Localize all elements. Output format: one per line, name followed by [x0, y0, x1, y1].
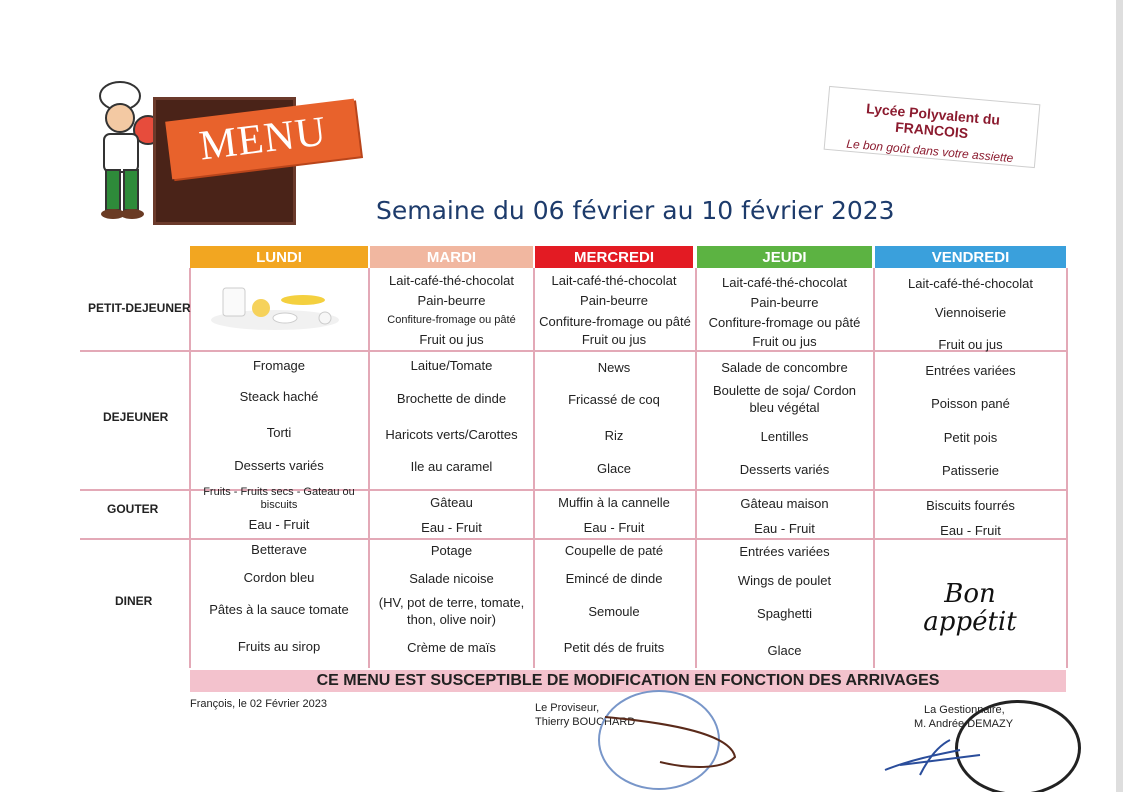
dej-lundi-4: Desserts variés — [234, 458, 324, 473]
breakfast-photo — [205, 278, 345, 333]
petit-mercredi-1: Lait-café-thé-chocolat — [551, 273, 677, 288]
petit-mardi-2: Pain-beurre — [417, 293, 486, 308]
dej-mercredi-1: News — [597, 360, 631, 375]
day-header-mercredi: MERCREDI — [535, 246, 693, 268]
gestion-signature — [880, 730, 990, 780]
day-header-vendredi: VENDREDI — [875, 246, 1066, 268]
diner-mercredi-4: Petit dés de fruits — [563, 640, 665, 655]
gouter-vendredi-2: Eau - Fruit — [940, 523, 1001, 538]
diner-lundi-4: Fruits au sirop — [237, 639, 321, 654]
school-slogan: Le bon goût dans votre assiette — [845, 136, 1014, 166]
row-label-dejeuner: DEJEUNER — [103, 410, 169, 424]
dej-vendredi-2: Poisson pané — [931, 396, 1010, 411]
gouter-vendredi-1: Biscuits fourrés — [926, 498, 1015, 513]
row-label-diner: DINER — [115, 594, 153, 608]
dej-mercredi-2: Fricassé de coq — [568, 392, 660, 407]
dej-jeudi-4: Desserts variés — [739, 462, 830, 477]
petit-vendredi-3: Fruit ou jus — [938, 337, 1003, 352]
diner-mardi-2: Salade nicoise — [409, 571, 494, 586]
dej-lundi-2: Steack haché — [239, 389, 319, 404]
school-card — [824, 86, 1041, 168]
diner-jeudi-1: Entrées variées — [739, 544, 830, 559]
gouter-mercredi-1: Muffin à la cannelle — [558, 495, 670, 510]
diner-jeudi-2: Wings de poulet — [737, 573, 832, 588]
dej-mardi-3: Haricots verts/Carottes — [385, 427, 518, 442]
row-label-gouter: GOUTER — [107, 502, 159, 516]
petit-jeudi-2: Pain-beurre — [750, 295, 819, 310]
gestion-title: La Gestionnaire, — [924, 704, 1005, 716]
dej-lundi-1: Fromage — [252, 358, 306, 373]
dej-mercredi-3: Riz — [604, 428, 624, 443]
day-header-lundi: LUNDI — [190, 246, 368, 268]
gouter-jeudi-1: Gâteau maison — [740, 496, 829, 511]
diner-mercredi-3: Semoule — [588, 604, 640, 619]
petit-vendredi-1: Lait-café-thé-chocolat — [907, 276, 1033, 291]
petit-mercredi-3: Confiture-fromage ou pâté — [539, 314, 691, 329]
dej-vendredi-4: Patisserie — [941, 463, 1000, 478]
date-text: François, le 02 Février 2023 — [190, 698, 327, 710]
gouter-lundi-1: Fruits - Fruits secs - Gateau ou biscuits — [203, 486, 355, 511]
petit-jeudi-3: Confiture-fromage ou pâté — [708, 315, 861, 330]
petit-jeudi-4: Fruit ou jus — [752, 334, 817, 349]
row-label-petit-dejeuner: PETIT-DEJEUNER — [88, 301, 191, 315]
petit-mercredi-2: Pain-beurre — [580, 293, 648, 308]
dej-mardi-2: Brochette de dinde — [396, 391, 507, 406]
notice-banner — [190, 670, 1066, 692]
dej-mercredi-4: Glace — [597, 461, 631, 476]
gouter-mercredi-2: Eau - Fruit — [583, 520, 645, 535]
page-edge — [1116, 0, 1123, 792]
petit-mardi-3: Confiture-fromage ou pâté — [387, 314, 516, 326]
diner-mardi-4: Crème de maïs — [407, 640, 496, 655]
proviseur-title: Le Proviseur, — [535, 702, 600, 714]
gouter-mardi-1: Gâteau — [430, 495, 473, 510]
dej-vendredi-3: Petit pois — [943, 430, 998, 445]
diner-jeudi-4: Glace — [767, 643, 802, 658]
gouter-jeudi-2: Eau - Fruit — [754, 521, 815, 536]
petit-mardi-1: Lait-café-thé-chocolat — [388, 273, 514, 288]
diner-jeudi-3: Spaghetti — [757, 606, 812, 621]
week-title: Semaine du 06 février au 10 février 2023 — [376, 196, 895, 225]
dej-mardi-1: Laitue/Tomate — [410, 358, 493, 373]
proviseur-name: Thierry BOUCHARD — [535, 716, 636, 728]
diner-lundi-1: Betterave — [251, 542, 307, 557]
menu-title: MENU — [196, 108, 330, 170]
dej-jeudi-1: Salade de concombre — [721, 360, 848, 375]
petit-mardi-4: Fruit ou jus — [419, 332, 484, 347]
diner-lundi-3: Pâtes à la sauce tomate — [209, 602, 349, 617]
diner-mardi-3: (HV, pot de terre, tomate, thon, olive noir) — [378, 595, 525, 627]
diner-mardi-1: Potage — [430, 543, 473, 558]
dej-lundi-3: Torti — [266, 425, 292, 440]
petit-vendredi-2: Viennoiserie — [934, 305, 1007, 320]
gouter-mardi-2: Eau - Fruit — [421, 520, 482, 535]
proviseur-signature — [600, 712, 750, 772]
dej-jeudi-2: Boulette de soja/ Cordon bleu végétal — [712, 383, 857, 415]
dej-vendredi-1: Entrées variées — [925, 363, 1016, 378]
petit-mercredi-4: Fruit ou jus — [581, 332, 647, 347]
notice-text: CE MENU EST SUSCEPTIBLE DE MODIFICATION EN FONCTION DES ARRIVAGES — [316, 672, 940, 689]
petit-jeudi-1: Lait-café-thé-chocolat — [721, 275, 847, 290]
diner-mercredi-2: Emincé de dinde — [565, 571, 663, 586]
bon-appetit-image: Bon appétit — [923, 579, 1017, 637]
diner-mercredi-1: Coupelle de paté — [564, 543, 664, 558]
gestion-name: M. Andrée DEMAZY — [914, 718, 1014, 730]
dej-jeudi-3: Lentilles — [760, 429, 809, 444]
day-header-mardi: MARDI — [370, 246, 533, 268]
gouter-lundi-2: Eau - Fruit — [248, 517, 310, 532]
school-name: Lycée Polyvalent du FRANCOIS — [865, 100, 1001, 142]
dej-mardi-4: Ile au caramel — [410, 459, 493, 474]
diner-lundi-2: Cordon bleu — [243, 570, 315, 585]
day-header-jeudi: JEUDI — [697, 246, 872, 268]
